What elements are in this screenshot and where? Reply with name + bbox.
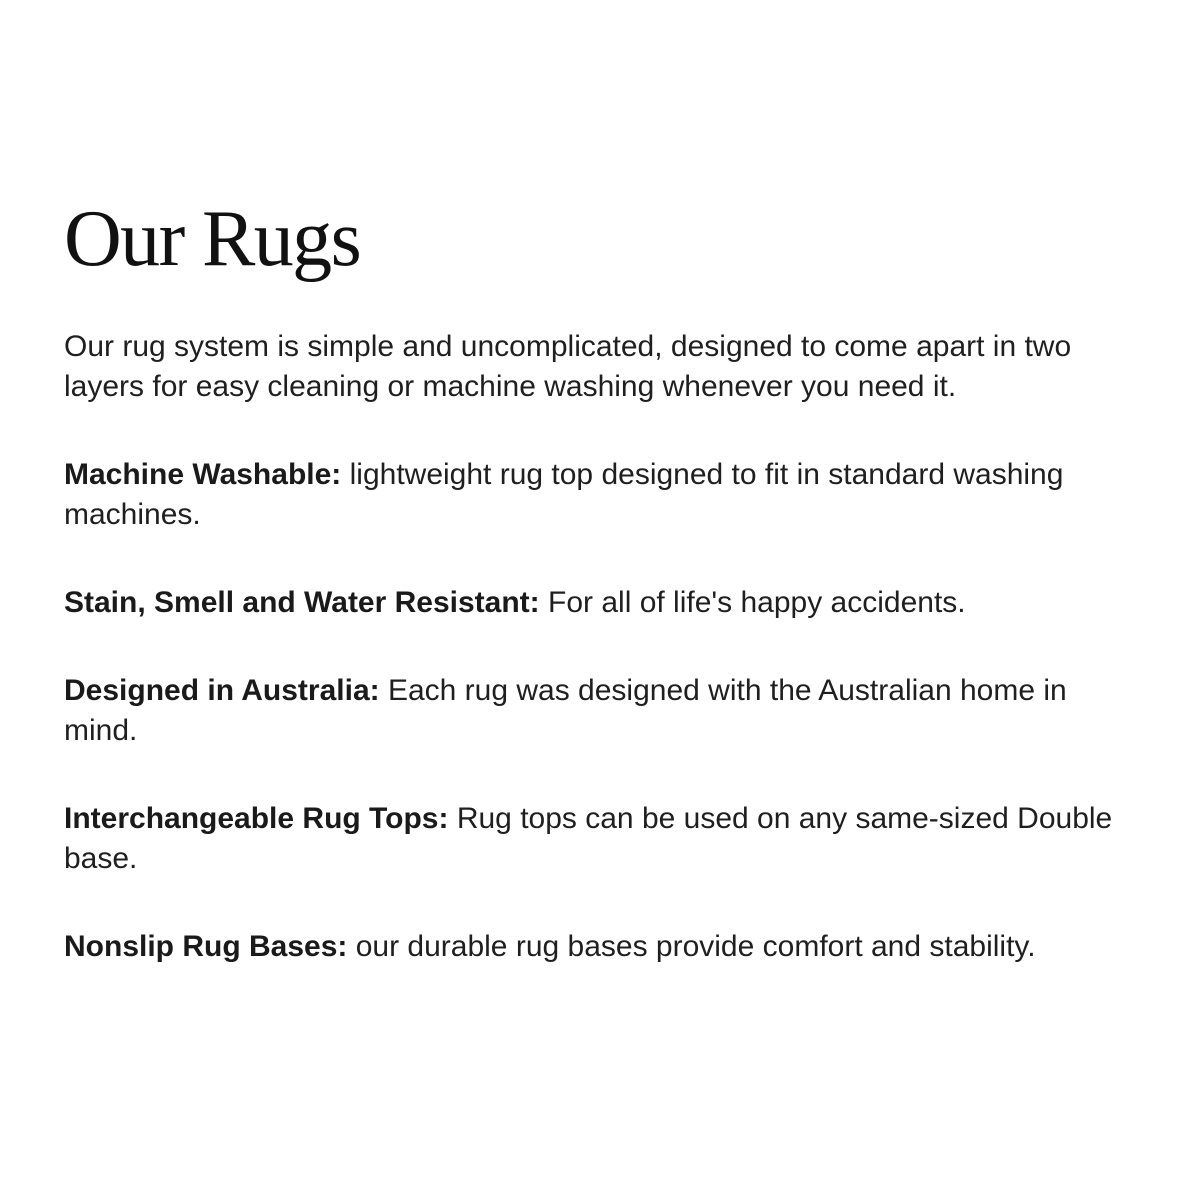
feature-text: Each rug was designed with the Australian home in mind. bbox=[64, 674, 1067, 747]
feature-nonslip-bases bbox=[64, 927, 1136, 967]
feature-label: Stain, Smell and Water Resistant: bbox=[64, 586, 540, 619]
feature-designed-in-australia bbox=[64, 671, 1136, 751]
feature-label: Designed in Australia: bbox=[64, 674, 380, 707]
feature-text: Rug tops can be used on any same-sized Double base. bbox=[64, 802, 1113, 875]
page-title: Our Rugs bbox=[64, 195, 361, 283]
intro-paragraph: Our rug system is simple and uncomplicated, designed to come apart in two layers for easy cleaning or machine washing whenever you need it. bbox=[64, 330, 1072, 403]
feature-label: Machine Washable: bbox=[64, 458, 342, 491]
feature-text: lightweight rug top designed to fit in standard washing machines. bbox=[64, 458, 1064, 531]
feature-label: Nonslip Rug Bases: bbox=[64, 930, 348, 963]
feature-stain-resistant bbox=[64, 583, 1136, 623]
feature-text: For all of life's happy accidents. bbox=[548, 586, 966, 619]
feature-machine-washable bbox=[64, 455, 1136, 535]
feature-label: Interchangeable Rug Tops: bbox=[64, 802, 449, 835]
feature-text: our durable rug bases provide comfort and stability. bbox=[355, 930, 1036, 963]
feature-interchangeable-tops bbox=[64, 799, 1136, 879]
